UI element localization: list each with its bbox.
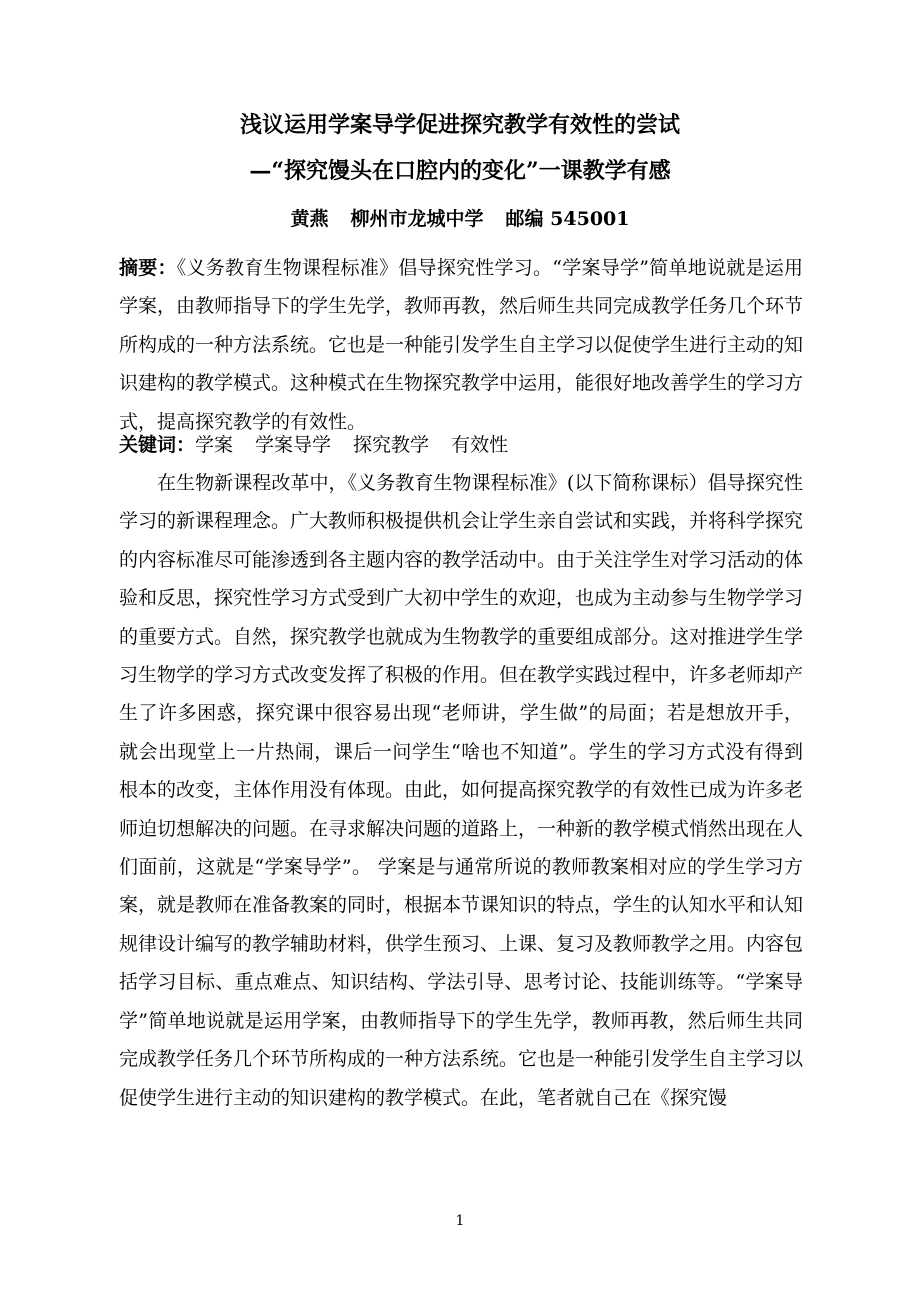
body-paragraph: 在生物新课程改革中，《义务教育生物课程标准》(以下简称课标）倡导探究性学习的新课程理念。广大教师积极提供机会让学生亲自尝试和实践，并将科学探究的内容标准尽可能渗透到各主题内容的教学活动中。由于关注学生对学习活动的体验和反思，探究性学习方式受到广大初中学生的欢迎，也成为主动参与生物学学习的重要方式。自然，探究教学也就成为生物教学的重要组成部分。这对推进学生学习生物学的学习方式改变发挥了积极的作用。但在教学实践过程中，许多老师却产生了许多困惑，探究课中很容易出现“老师讲，学生做”的局面；若是想放开手，就会出现堂上一片热闹，课后一问学生“啥也不知道”。学生的学习方式没有得到根本的改变，主体作用没有体现。由此，如何提高探究教学的有效性已成为许多老师迫切想解决的问题。在寻求解决问题的道路上，一种新的教学模式悄然出现在人们面前，这就是“学案导学”。 学案是与通常所说的教师教案相对应的学生学习方案，就是教师在准备教案的同时，根据本节课知识的特点，学生的认知水平和认知规律设计编写的教学辅助材料，供学生预习、上课、复习及教师教学之用。内容包括学习目标、重点难点、知识结构、学法引导、思考讨论、技能训练等。“学案导学”简单地说就是运用学案，由教师指导下的学生先学，教师再教，然后师生共同完成教学任务几个环节所构成的一种方法系统。它也是一种能引发学生自主学习以促使学生进行主动的知识建构的教学模式。在此，笔者就自己在《探究馒 (119, 472, 804, 1109)
postcode-label: 邮编 (505, 208, 544, 230)
author-line (0, 204, 920, 234)
keyword-item: 有效性 (451, 434, 509, 456)
document-subtitle: —“探究馒头在口腔内的变化”一课教学有感 (249, 158, 671, 184)
page-number: 1 (455, 1213, 465, 1229)
keywords-label: 关键词： (119, 434, 196, 456)
keywords (119, 426, 803, 464)
abstract-text: 《义务教育生物课程标准》倡导探究性学习。“学案导学”简单地说就是运用学案，由教师指导下的学生先学，教师再教，然后师生共同完成教学任务几个环节所构成的一种方法系统。它也是一种能引发学生自主学习以促使学生进行主动的知识建构的教学模式。这种模式在生物探究教学中运用，能很好地改善学生的学习方式，提高探究教学的有效性。 (119, 257, 804, 433)
abstract (119, 249, 803, 441)
keyword-item: 学案 (195, 434, 234, 456)
keyword-item: 学案导学 (255, 434, 332, 456)
document-title: 浅议运用学案导学促进探究教学有效性的尝试 (239, 112, 680, 138)
keyword-item: 探究教学 (353, 434, 430, 456)
author-school: 柳州市龙城中学 (350, 208, 484, 230)
postcode-value: 545001 (550, 208, 630, 230)
abstract-label: 摘要： (119, 257, 177, 279)
author-name: 黄燕 (290, 208, 329, 230)
